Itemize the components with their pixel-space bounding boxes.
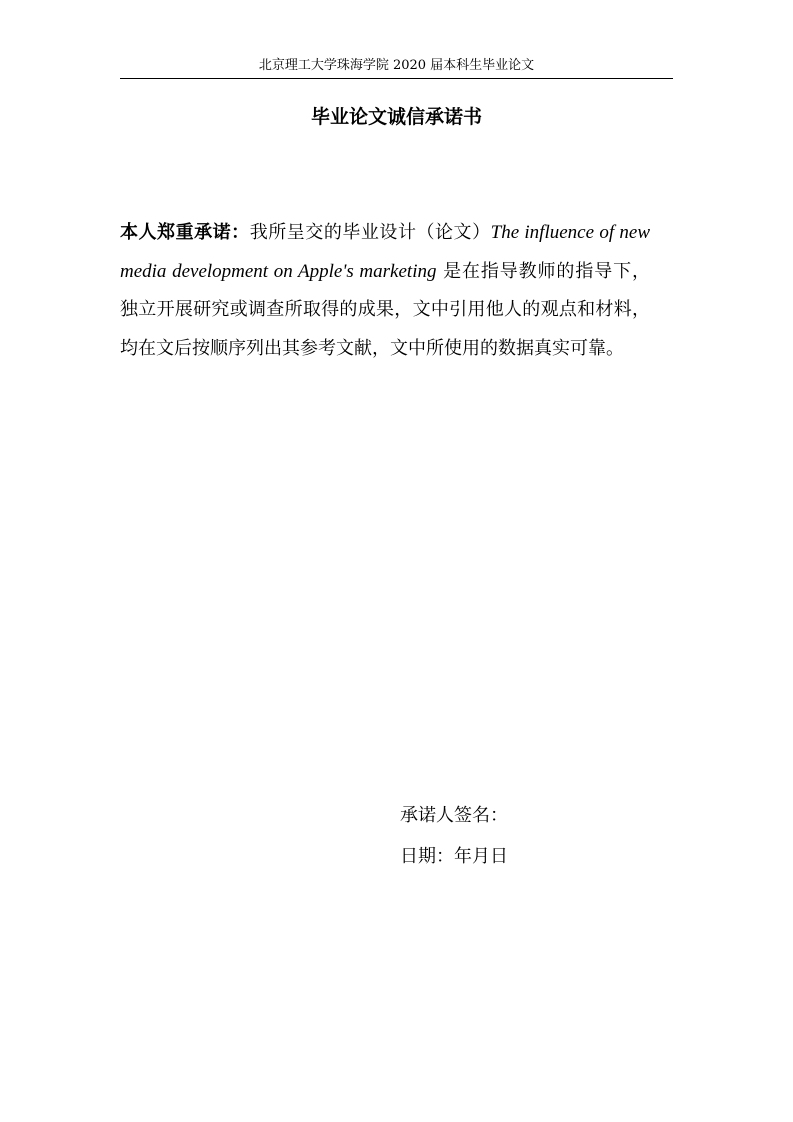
date-label: 日期： <box>400 846 454 867</box>
signature-date-line <box>400 842 508 872</box>
date-value: 年月日 <box>454 846 508 867</box>
document-title: 毕业论文诚信承诺书 <box>310 106 482 128</box>
signer-signature-line <box>400 801 508 831</box>
pledge-text-body: 是在指导教师的指导下，独立开展研究或调查所取得的成果，文中引用他人的观点和材料，均在文后按顺序列出其参考文献，文中所使用的数据真实可靠。 <box>120 260 650 359</box>
header-divider <box>120 78 673 79</box>
pledge-text-intro: 我所呈交的毕业设计（论文） <box>249 222 491 243</box>
pledge-paragraph <box>120 214 650 368</box>
thesis-title: The influence of new media development on Apple's marketing <box>120 222 650 282</box>
page-header: 北京理工大学珠海学院 2020 届本科生毕业论文 <box>258 58 535 73</box>
signer-label: 承诺人签名： <box>400 805 508 826</box>
pledge-lead: 本人郑重承诺： <box>120 222 250 243</box>
